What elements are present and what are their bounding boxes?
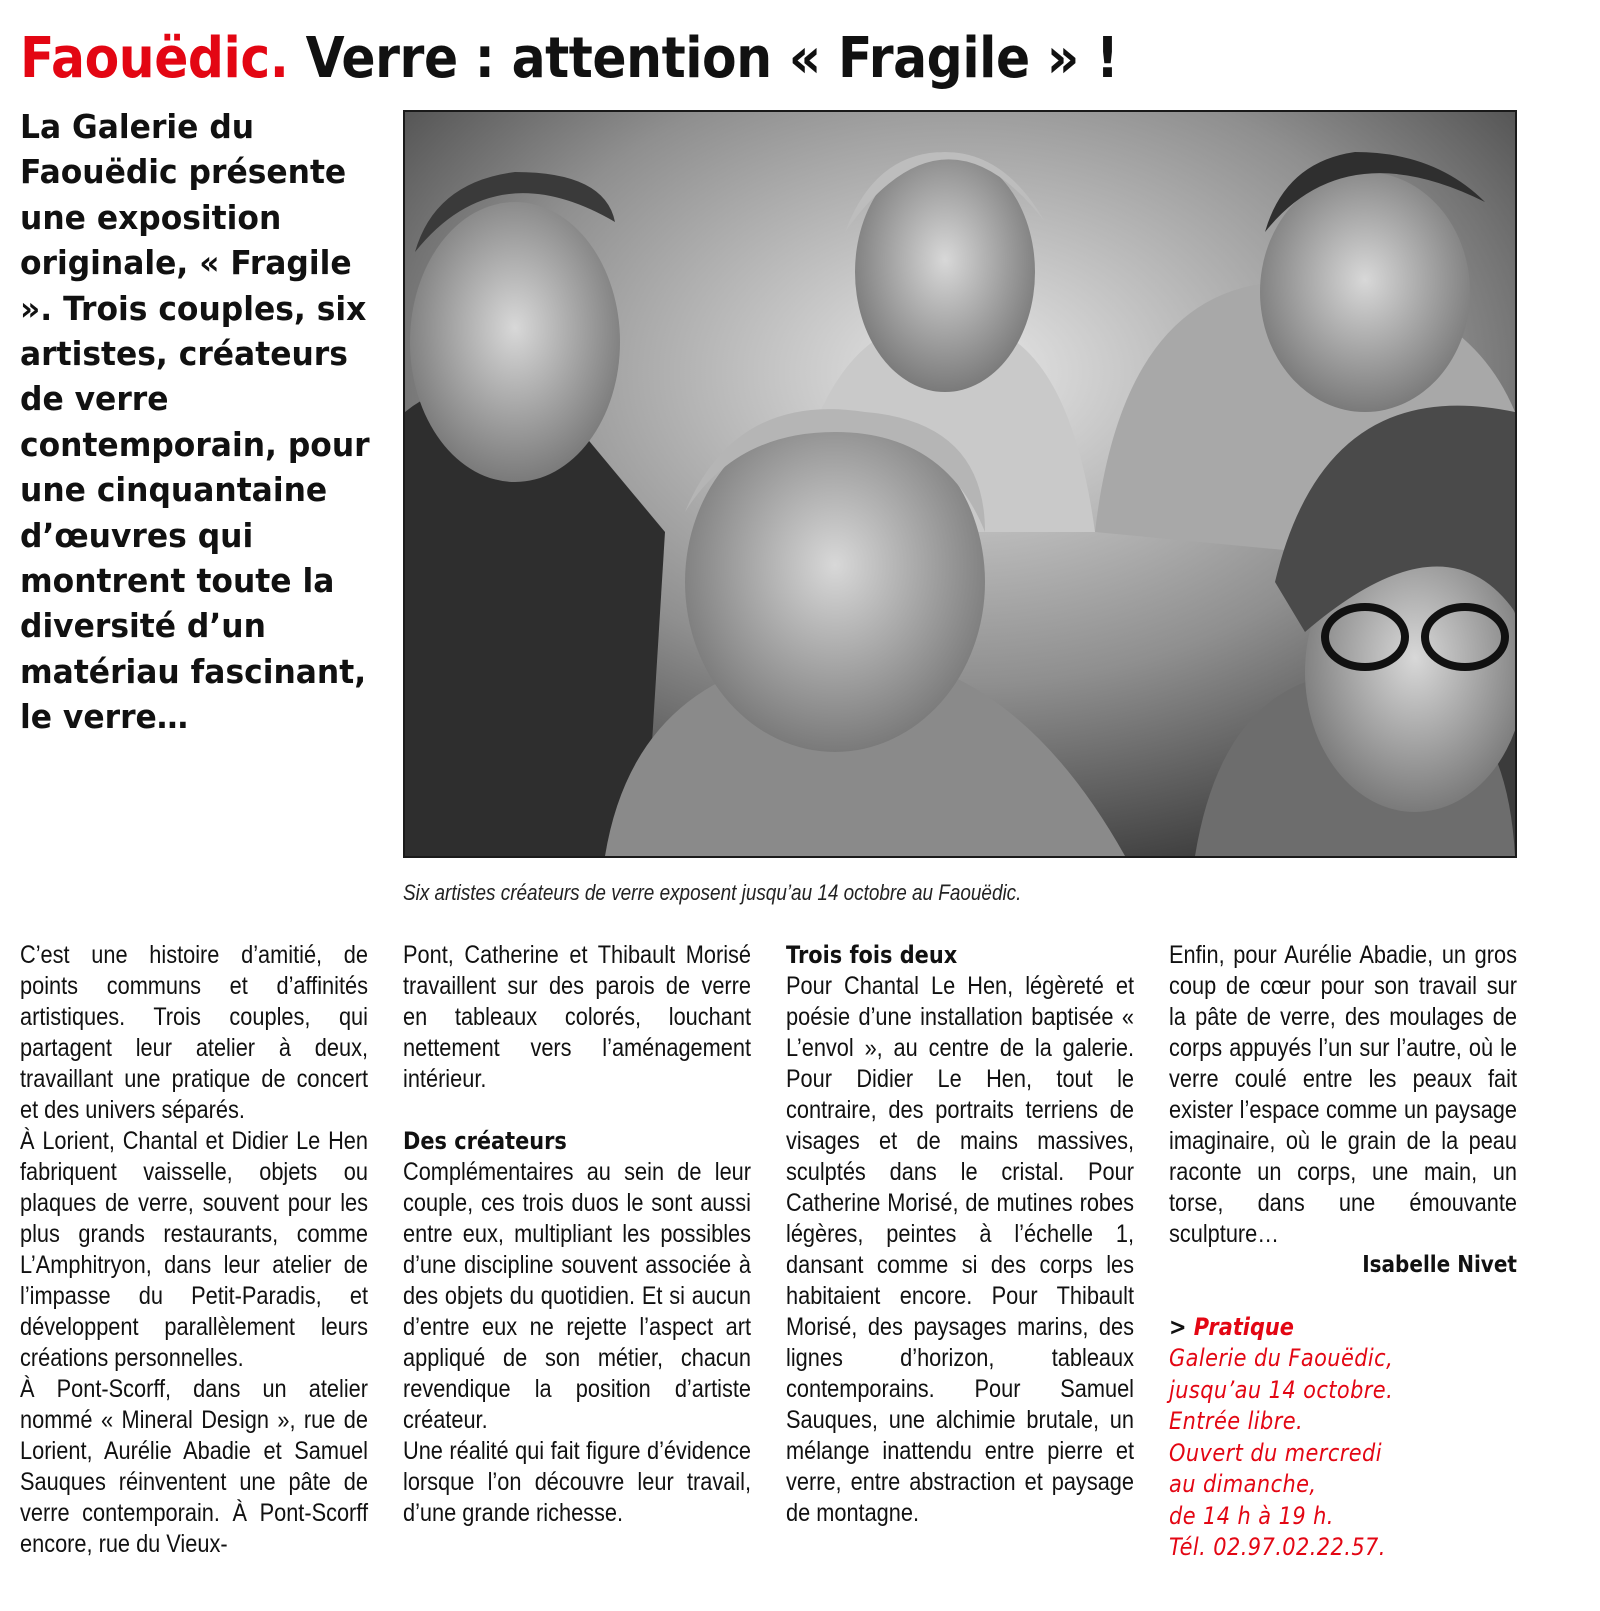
body-paragraph: Pour Chantal Le Hen, légèreté et poésie d’une installation baptisée « L’envol », au centre de la galerie. Pour Didier Le Hen, tout le contraire, des portraits terriens de visages et de mains massives, sculptés dans le cristal. Pour Catherine Morisé, de mutines robes légères, peintes à l’échelle 1, dansant comme si des corps les habitaient encore. Pour Thibault Morisé, des paysages marins, des lignes d’horizon, tableaux contemporains. Pour Samuel Sauques, une alchimie brutale, un mélange inattendu entre pierre et verre, entre abstraction et paysage de montagne. [786,972,1134,1527]
arrow-right-icon: > [1169,1313,1187,1341]
article-column-4 [1169,940,1517,1564]
subheading-trois-fois-deux: Trois fois deux [786,941,958,969]
article-column-2 [403,940,751,1529]
article-headline [20,24,1119,94]
body-paragraph: Enfin, pour Aurélie Abadie, un gros coup de cœur pour son travail sur la pâte de verre, des moulages de corps appuyés l’un sur l’autre, où le verre coulé entre les peaux fait exister l’espace comme un paysage imaginaire, où le grain de la peau raconte un corps, une main, un torse, dans une émouvante sculpture… [1169,941,1517,1248]
subheading-des-createurs: Des créateurs [403,1127,567,1155]
pratique-venue: Galerie du Faouëdic, [1169,1344,1394,1372]
group-photo [403,110,1517,858]
pratique-until: jusqu’au 14 octobre. [1169,1375,1394,1404]
body-paragraph: Pont, Catherine et Thibault Morisé travaillent sur des parois de verre en tableaux colorés, louchant nettement vers l’aménagement intérieur. [403,941,751,1093]
body-paragraph: C’est une histoire d’amitié, de points communs et d’affinités artistiques. Trois couples, qui partagent leur atelier à deux, travaillant une pratique de concert et des univers séparés. [20,941,368,1124]
author-signature: Isabelle Nivet [1362,1252,1517,1278]
article-lead: La Galerie du Faouëdic présente une exposition originale, « Fragile ». Trois couples, six artistes, créateurs de verre contemporain, pour une cinquantaine d’œuvres qui montrent toute la diversité d’un matériau fascinant, le verre… [20,107,370,737]
pratique-entry: Entrée libre. [1169,1407,1304,1435]
headline-kicker: Faouëdic. [20,26,289,91]
pratique-hours: de 14 h à 19 h. [1169,1501,1334,1530]
body-paragraph: Complémentaires au sein de leur couple, ces trois duos le sont aussi entre eux, multipliant les possibles d’une discipline souvent associée à des objets du quotidien. Et si aucun d’entre eux ne rejette l’aspect art appliqué de son métier, chacun revendique la position d’artiste créateur. [403,1158,751,1434]
pratique-open-from: Ouvert du mercredi [1169,1438,1382,1467]
body-paragraph: À Lorient, Chantal et Didier Le Hen fabriquent vaisselle, objets ou plaques de verre, souvent pour les plus grands restaurants, comme L’Amphitryon, dans leur atelier de l’impasse du Petit-Paradis, et développent parallèlement leurs créations personnelles. [20,1127,368,1372]
photo-illustration [405,112,1515,856]
spacer [403,1095,751,1126]
pratique-label: Pratique [1193,1313,1294,1341]
headline-title: Verre : attention « Fragile » ! [305,26,1119,91]
body-paragraph: À Pont-Scorff, dans un atelier nommé « Mineral Design », rue de Lorient, Aurélie Abadie et Samuel Sauques réinventent une pâte de verre contemporain. À Pont-Scorff encore, rue du Vieux- [20,1375,368,1558]
article-column-3 [786,940,1134,1529]
photo-caption: Six artistes créateurs de verre exposent jusqu’au 14 octobre au Faouëdic. [403,880,1022,905]
article-column-1 [20,940,368,1560]
pratique-phone: Tél. 02.97.02.22.57. [1169,1533,1386,1561]
pratique-heading [1169,1312,1517,1343]
pratique-open-to: au dimanche, [1169,1470,1317,1498]
body-paragraph: Une réalité qui fait figure d’évidence lorsque l’on découvre leur travail, d’une grande richesse. [403,1437,751,1527]
spacer [1169,1281,1517,1312]
